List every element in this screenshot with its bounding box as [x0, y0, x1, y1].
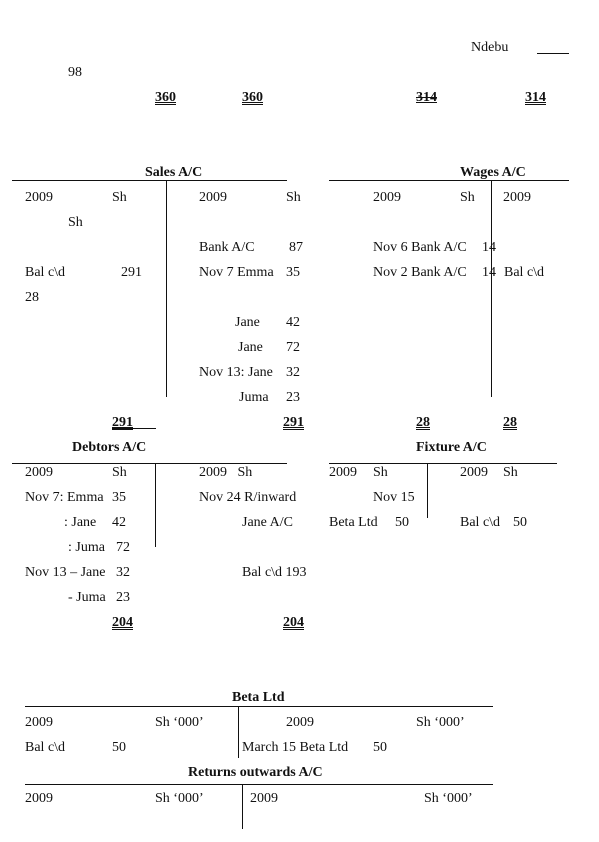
fixture-dr-year: 2009 [329, 465, 357, 480]
wages-dr-sh: Sh [460, 190, 475, 205]
fixture-title: Fixture A/C [416, 440, 487, 455]
author-name: Ndebu [471, 40, 509, 55]
wages-total-dr: 28 [416, 415, 430, 430]
fixture-top-rule [329, 463, 557, 464]
sales-cr-row5-label: Nov 13: Jane [199, 365, 273, 380]
fixture-dr-row1: Nov 15 [373, 490, 415, 505]
returns-cr-sh: Sh ‘000’ [424, 791, 473, 806]
fixture-cr-sh: Sh [503, 465, 518, 480]
author-underline [537, 53, 569, 54]
beta-cr-year: 2009 [286, 715, 314, 730]
page-number: 98 [68, 65, 82, 80]
debtors-cr-row2: Jane A/C [242, 515, 293, 530]
sales-total-dr-rule [112, 428, 156, 429]
debtors-cr-row1: Nov 24 R/inward [199, 490, 297, 505]
sales-title: Sales A/C [145, 165, 203, 180]
debtors-dr-row1-label: Nov 7: Emma [25, 490, 104, 505]
debtors-dr-sh: Sh [112, 465, 127, 480]
wages-divider [491, 180, 492, 397]
fixture-cr-bal-value: 50 [513, 515, 527, 530]
returns-top-rule [25, 784, 493, 785]
debtors-total-dr: 204 [112, 615, 133, 630]
sales-divider [166, 180, 167, 397]
wages-row2-value: 14 [482, 265, 496, 280]
total-prev-4: 314 [525, 90, 546, 105]
sales-dr-bal-cont: 28 [25, 290, 39, 305]
debtors-dr-row5-value: 23 [116, 590, 130, 605]
sales-cr-row1-value: 87 [289, 240, 303, 255]
wages-row2-label: Nov 2 Bank A/C [373, 265, 467, 280]
sales-cr-row2-value: 35 [286, 265, 300, 280]
debtors-dr-year: 2009 [25, 465, 53, 480]
sales-cr-row3-value: 42 [286, 315, 300, 330]
beta-cr-sh: Sh ‘000’ [416, 715, 465, 730]
returns-dr-year: 2009 [25, 791, 53, 806]
returns-divider [242, 784, 243, 829]
sales-cr-row6-value: 23 [286, 390, 300, 405]
total-prev-2: 360 [242, 90, 263, 105]
debtors-title: Debtors A/C [72, 440, 147, 455]
sales-total-cr: 291 [283, 415, 304, 430]
total-prev-1: 360 [155, 90, 176, 105]
returns-cr-year: 2009 [250, 791, 278, 806]
debtors-dr-row3-value: 72 [116, 540, 130, 555]
sales-cr-row1-label: Bank A/C [199, 240, 255, 255]
beta-top-rule [25, 706, 493, 707]
sales-dr-sh2: Sh [68, 215, 83, 230]
debtors-dr-row2-label: : Jane [64, 515, 97, 530]
debtors-cr-row3: Bal c\d 193 [242, 565, 307, 580]
beta-dr-year: 2009 [25, 715, 53, 730]
sales-dr-bal-value: 291 [121, 265, 142, 280]
wages-cr-bal-label: Bal c\d [504, 265, 545, 280]
debtors-total-cr: 204 [283, 615, 304, 630]
beta-divider [238, 706, 239, 758]
sales-top-rule [12, 180, 287, 181]
sales-cr-row4-value: 72 [286, 340, 300, 355]
beta-cr-row-label: March 15 Beta Ltd [242, 740, 349, 755]
sales-cr-sh: Sh [286, 190, 301, 205]
fixture-dr-row2-label: Beta Ltd [329, 515, 378, 530]
wages-dr-year: 2009 [373, 190, 401, 205]
sales-cr-row3-label: Jane [235, 315, 260, 330]
debtors-dr-row1-value: 35 [112, 490, 126, 505]
wages-title: Wages A/C [460, 165, 526, 180]
debtors-dr-row4-label: Nov 13 – Jane [25, 565, 106, 580]
wages-top-rule [329, 180, 569, 181]
beta-dr-bal-value: 50 [112, 740, 126, 755]
fixture-dr-row2-value: 50 [395, 515, 409, 530]
sales-cr-row2-label: Nov 7 Emma [199, 265, 274, 280]
sales-cr-row4-label: Jane [238, 340, 263, 355]
debtors-top-rule [12, 463, 287, 464]
sales-cr-row5-value: 32 [286, 365, 300, 380]
fixture-dr-sh: Sh [373, 465, 388, 480]
wages-row1-label: Nov 6 Bank A/C [373, 240, 467, 255]
beta-dr-bal-label: Bal c\d [25, 740, 66, 755]
sales-dr-bal-label: Bal c\d [25, 265, 66, 280]
sales-total-dr: 291 [112, 415, 133, 430]
beta-cr-row-value: 50 [373, 740, 387, 755]
sales-dr-sh: Sh [112, 190, 127, 205]
debtors-dr-row5-label: - Juma [68, 590, 106, 605]
debtors-cr-year-sh: 2009 Sh [199, 465, 253, 480]
debtors-divider [155, 463, 156, 547]
debtors-dr-row2-value: 42 [112, 515, 126, 530]
sales-cr-row6-label: Juma [239, 390, 269, 405]
fixture-divider [427, 463, 428, 518]
total-prev-3: 314 [416, 90, 437, 105]
sales-dr-year: 2009 [25, 190, 53, 205]
beta-title: Beta Ltd [232, 690, 285, 705]
sales-cr-year: 2009 [199, 190, 227, 205]
fixture-cr-year: 2009 [460, 465, 488, 480]
fixture-cr-bal-label: Bal c\d [460, 515, 501, 530]
debtors-dr-row4-value: 32 [116, 565, 130, 580]
beta-dr-sh: Sh ‘000’ [155, 715, 204, 730]
wages-total-cr: 28 [503, 415, 517, 430]
returns-dr-sh: Sh ‘000’ [155, 791, 204, 806]
returns-title: Returns outwards A/C [188, 765, 323, 780]
wages-cr-year: 2009 [503, 190, 531, 205]
debtors-dr-row3-label: : Juma [68, 540, 105, 555]
wages-row1-value: 14 [482, 240, 496, 255]
